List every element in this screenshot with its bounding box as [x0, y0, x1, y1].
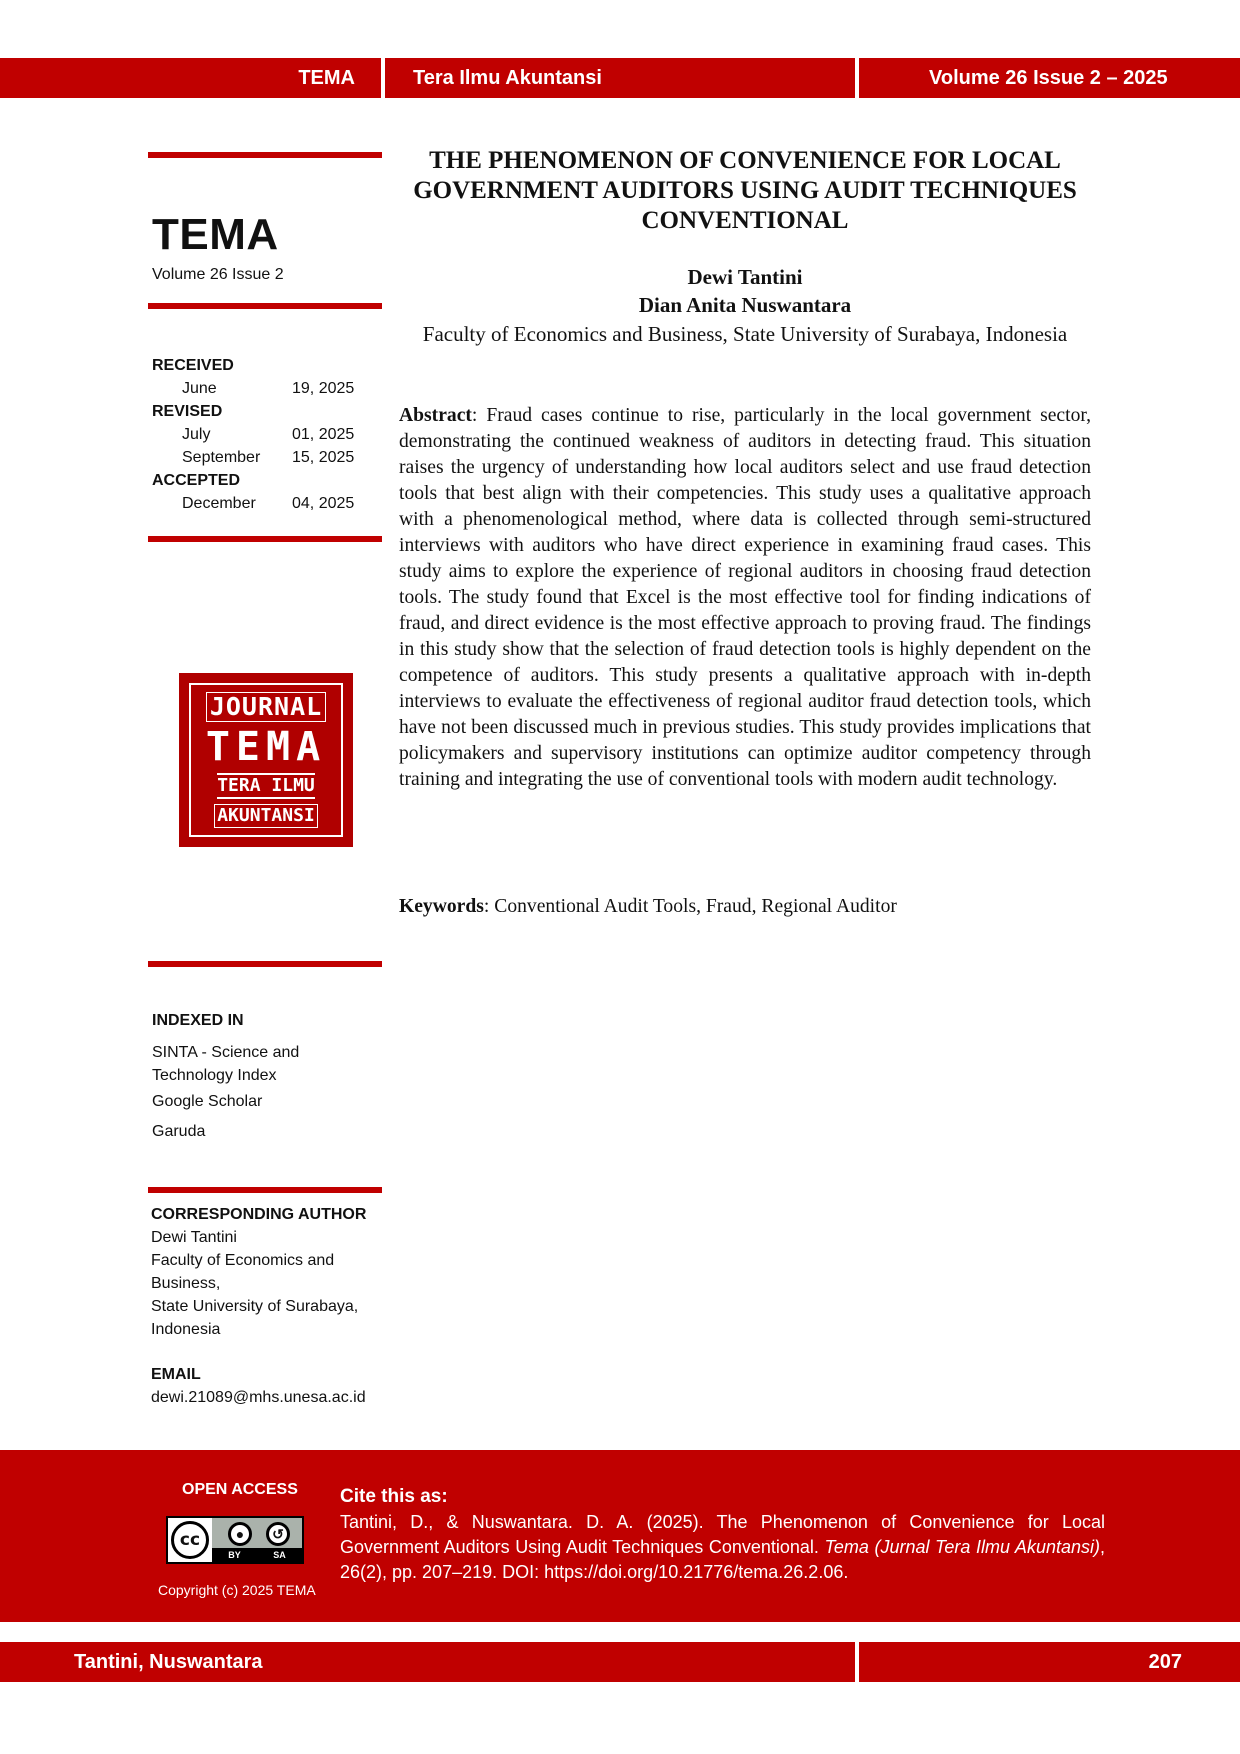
header-volume: Volume 26 Issue 2 – 2025	[929, 66, 1168, 89]
cc-by-sa-strip	[212, 1548, 302, 1562]
citation-text	[340, 1510, 1105, 1585]
header-journal-short: TEMA	[298, 66, 355, 89]
copyright-notice: Copyright (c) 2025 TEMA	[158, 1582, 316, 1598]
cc-by-label: BY	[228, 1550, 241, 1560]
accepted-date	[152, 495, 372, 517]
author-affiliation: Faculty of Economics and Business, State University of Surabaya, Indonesia	[422, 322, 1068, 346]
header-journal-full-cell	[385, 58, 855, 98]
logo-line-tema: TEMA	[205, 724, 327, 771]
accepted-month: December	[182, 495, 256, 512]
revised-month: July	[182, 426, 211, 443]
footer-authors: Tantini, Nuswantara	[74, 1650, 263, 1673]
email-address[interactable]: dewi.21089@mhs.unesa.ac.id	[151, 1389, 366, 1406]
accepted-label: ACCEPTED	[152, 472, 241, 489]
received-date	[152, 380, 372, 402]
abstract-label: Abstract	[399, 405, 472, 426]
sidebar-rule	[148, 1187, 382, 1193]
journal-logo	[179, 673, 353, 847]
author-name: Dian Anita Nuswantara	[638, 293, 852, 317]
footer-authors-cell	[0, 1642, 855, 1682]
share-alike-icon: ↺	[266, 1522, 290, 1546]
revised-month: September	[182, 449, 261, 466]
abstract-text: Fraud cases continue to rise, particularly in the local government sector, demonstrating the continued weakness of auditors in detecting fraud. This situation raises the urgency of understanding how local auditors select and use fraud detection tools that best align with their competencies. This study uses a qualitative approach with a phenomenological method, where data is collected through semi-structured interviews with auditors who have direct experience in examining fraud cases. This study aims to explore the experience of regional auditors in choosing fraud detection tools. The study found that Excel is the most effective tool for finding indications of fraud, and direct evidence is the most effective approach to proving fraud. The findings in this study show that the selection of fraud detection tools is highly dependent on the competence of auditors. This study presents a qualitative approach with in-depth interviews to evaluate the effectiveness of regional auditor fraud detection tools, which have not been discussed much in previous studies. This study provides implications that policymakers and supervisory institutions can optimize auditor competency through training and integrating the use of conventional tools with modern audit technology.	[399, 405, 1092, 790]
keywords: Keywords: Conventional Audit Tools, Fraud, Regional Auditor	[399, 896, 897, 917]
logo-line-journal: JOURNAL	[206, 692, 326, 722]
citation-authors-title: Tantini, D., & Nuswantara. D. A. (2025). The Phenomenon of Convenience for Local Government Auditors Using Audit Techniques Conventional.	[340, 1512, 1105, 1557]
corresponding-affiliation: State University of Surabaya,	[151, 1298, 359, 1315]
received-label: RECEIVED	[152, 357, 234, 374]
revised-date	[152, 449, 372, 471]
corresponding-affiliation: Faculty of Economics and	[151, 1252, 335, 1269]
keywords-text: Conventional Audit Tools, Fraud, Regional Auditor	[494, 896, 897, 917]
person-icon: ●	[228, 1522, 252, 1546]
revised-label: REVISED	[152, 403, 223, 420]
received-day: 19, 2025	[292, 380, 355, 397]
article-title: THE PHENOMENON OF CONVENIENCE FOR LOCAL GOVERNMENT AUDITORS USING AUDIT TECHNIQUES CONVENTIONAL	[413, 147, 1077, 234]
citation-volume-doi: , 26(2), pp. 207–219. DOI: https://doi.org/10.21776/tema.26.2.06.	[340, 1537, 1105, 1582]
sidebar-journal-name: TEMA	[152, 210, 279, 259]
header-volume-cell	[859, 58, 1240, 98]
page-number: 207	[1148, 1650, 1182, 1673]
corresponding-affiliation: Business,	[151, 1275, 221, 1292]
index-entry: Garuda	[152, 1123, 206, 1140]
journal-logo-frame	[189, 683, 343, 837]
revised-date	[152, 426, 372, 448]
corresponding-affiliation: Indonesia	[151, 1321, 221, 1338]
logo-line-akuntansi: AKUNTANSI	[214, 804, 318, 828]
footer-page-cell	[859, 1642, 1240, 1682]
index-entry: SINTA - Science and Technology Index	[152, 1044, 300, 1084]
email-label: EMAIL	[151, 1366, 201, 1383]
sidebar-rule	[148, 536, 382, 542]
corresponding-author-label: CORRESPONDING AUTHOR	[151, 1206, 367, 1223]
cc-label: cc	[179, 1530, 201, 1550]
header-journal-full: Tera Ilmu Akuntansi	[413, 66, 602, 89]
sidebar-rule	[148, 152, 382, 158]
accepted-day: 04, 2025	[292, 495, 355, 512]
sidebar-rule	[148, 303, 382, 309]
abstract: Abstract: Fraud cases continue to rise, particularly in the local government sector, demonstrating the continued weakness of auditors in detecting fraud. This situation raises the urgency of understanding how local auditors select and use fraud detection tools that best align with their competencies. This study uses a qualitative approach with a phenomenological method, where data is collected through semi-structured interviews with auditors who have direct experience in examining fraud cases. This study aims to explore the experience of regional auditors in choosing fraud detection tools. The study found that Excel is the most effective tool for finding indications of fraud, and direct evidence is the most effective approach to proving fraud. The findings in this study show that the selection of fraud detection tools is highly dependent on the competence of auditors. This study presents a qualitative approach with in-depth interviews to evaluate the effectiveness of regional auditor fraud detection tools, which have not been discussed much in previous studies. This study provides implications that policymakers and supervisory institutions can optimize auditor competency through training and integrating the use of conventional tools with modern audit technology.	[399, 405, 1092, 790]
open-access-label: OPEN ACCESS	[182, 1481, 298, 1498]
author-name: Dewi Tantini	[687, 265, 803, 289]
revised-day: 01, 2025	[292, 426, 355, 443]
header-journal-short-cell	[0, 58, 381, 98]
cite-label: Cite this as:	[340, 1486, 448, 1507]
cc-icon	[171, 1521, 209, 1559]
cc-sa-label: SA	[273, 1550, 286, 1560]
logo-line-tera-ilmu: TERA ILMU	[217, 773, 315, 799]
sidebar-volume: Volume 26 Issue 2	[152, 266, 284, 283]
sidebar-rule	[148, 961, 382, 967]
citation-journal: Tema (Jurnal Tera Ilmu Akuntansi)	[824, 1537, 1100, 1557]
indexed-in-label: INDEXED IN	[152, 1012, 244, 1029]
corresponding-author-name: Dewi Tantini	[151, 1229, 237, 1246]
keywords-label: Keywords	[399, 896, 484, 917]
received-month: June	[182, 380, 217, 397]
index-entry: Google Scholar	[152, 1093, 263, 1110]
revised-day: 15, 2025	[292, 449, 355, 466]
cc-license-badge[interactable]	[166, 1516, 304, 1564]
